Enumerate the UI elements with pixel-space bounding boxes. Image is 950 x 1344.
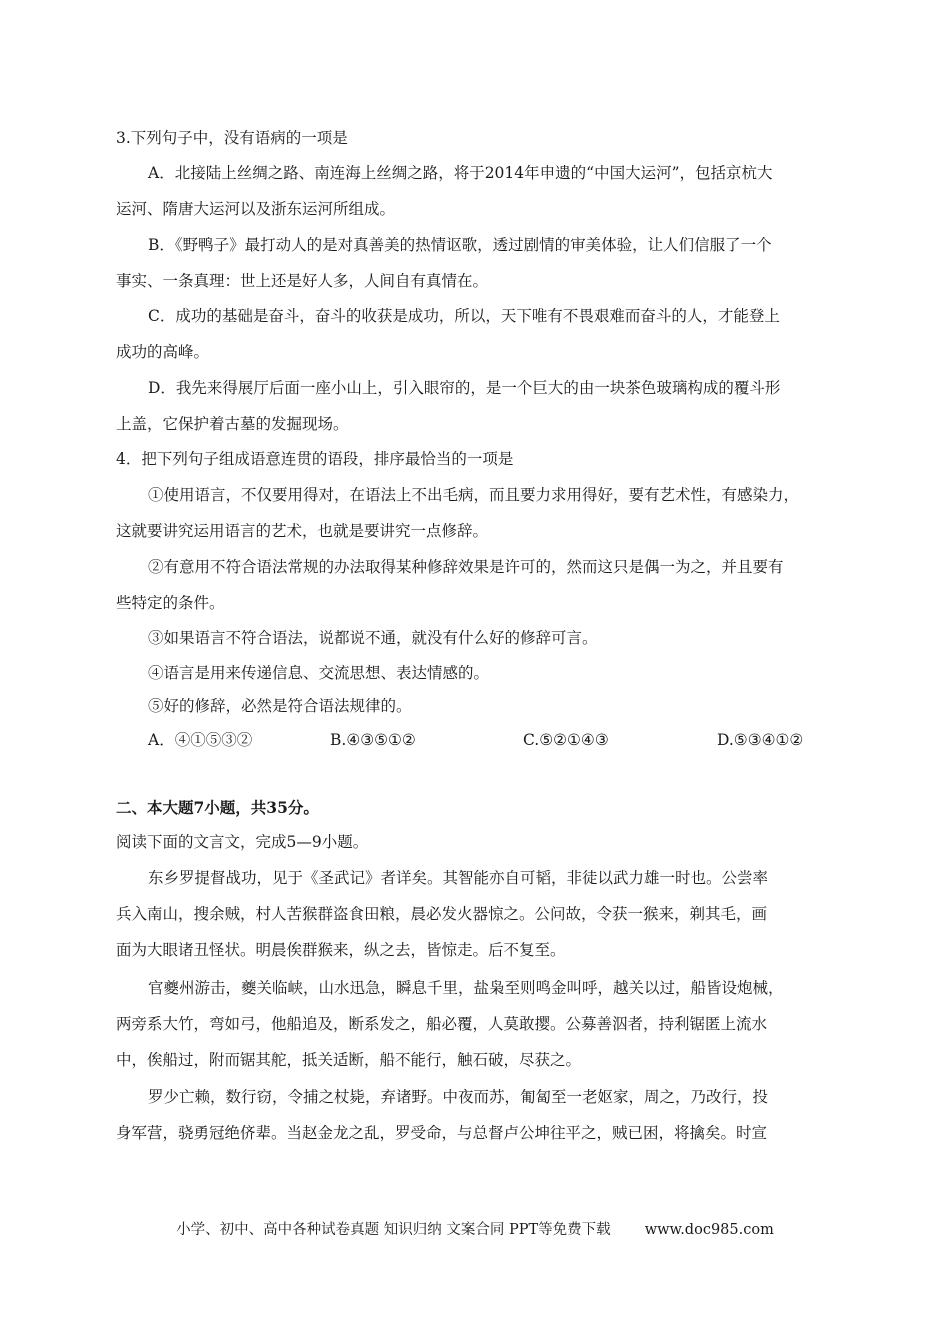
question-3-option-a-cont: 运河、隋唐大运河以及浙东运河所组成。 [116, 200, 396, 218]
question-4-sentence-4: ④语言是用来传递信息、交流思想、表达情感的。 [148, 664, 490, 682]
footer-website-link[interactable]: www.doc985.com [644, 1222, 774, 1238]
question-4-sentence-5: ⑤好的修辞，必然是符合语法规律的。 [148, 697, 412, 715]
question-3-option-c: C．成功的基础是奋斗，奋斗的收获是成功，所以，天下唯有不畏艰难而奋斗的人，才能登上 [148, 307, 780, 325]
question-3-option-c-cont: 成功的高峰。 [116, 343, 210, 361]
passage-para-3-line-2: 身军营，骁勇冠绝侪辈。当赵金龙之乱，罗受命，与总督卢公坤往平之，贼已困，将擒矣。时宣 [116, 1124, 768, 1142]
question-3-option-a: A．北接陆上丝绸之路、南连海上丝绸之路，将于2014年申遗的“中国大运河”，包括京杭大 [148, 164, 773, 182]
question-3-option-b: B．《野鸭子》最打动人的是对真善美的热情讴歌，透过剧情的审美体验，让人们信服了一个 [148, 236, 772, 254]
question-4-sentence-2-cont: 些特定的条件。 [116, 594, 225, 612]
passage-para-3-line-1: 罗少亡赖，数行窃，令捕之杖毙，弃诸野。中夜而苏，匍匐至一老妪家，周之，乃改行，投 [148, 1088, 769, 1106]
question-3-option-b-cont: 事实、一条真理：世上还是好人多，人间自有真情在。 [116, 272, 489, 290]
question-4-sentence-2: ②有意用不符合语法常规的办法取得某种修辞效果是许可的，然而这只是偶一为之，并且要有 [148, 558, 784, 576]
passage-para-1-line-2: 兵入南山，搜余贼，村人苦猴群盗食田粮，晨必发火器惊之。公问故，令获一猴来，剃其毛，画 [116, 905, 768, 923]
page-footer [0, 1219, 950, 1241]
question-4-sentence-3: ③如果语言不符合语法，说都说不通，就没有什么好的修辞可言。 [148, 629, 598, 647]
question-4-answer-d: D.⑤③④①② [717, 731, 804, 749]
question-4-answer-c: C.⑤②①④③ [523, 731, 609, 749]
question-3-option-d-cont: 上盖，它保护着古墓的发掘现场。 [116, 415, 349, 433]
passage-para-2-line-3: 中，俟船过，附而锯其舵，抵关适断，船不能行，触石破，尽获之。 [116, 1051, 582, 1069]
question-4-stem: 4．把下列句子组成语意连贯的语段，排序最恰当的一项是 [116, 450, 514, 468]
question-3-option-d: D．我先来得展厅后面一座小山上，引入眼帘的，是一个巨大的由一块茶色玻璃构成的覆斗形 [148, 379, 781, 397]
question-4-sentence-1: ①使用语言，不仅要用得对，在语法上不出毛病，而且要力求用得好，要有艺术性，有感染力， [148, 486, 800, 504]
passage-para-1-line-1: 东乡罗提督战功，见于《圣武记》者详矣。其智能亦自可韬，非徒以武力雄一时也。公尝率 [148, 869, 769, 887]
question-4-answer-a: A．④①⑤③② [148, 731, 253, 749]
question-3-stem: 3.下列句子中，没有语病的一项是 [116, 129, 348, 147]
section-2-heading: 二、本大题7小题，共35分。 [116, 798, 319, 817]
question-4-sentence-1-cont: 这就要讲究运用语言的艺术，也就是要讲究一点修辞。 [116, 522, 489, 540]
section-2-intro: 阅读下面的文言文，完成5—9小题。 [116, 833, 369, 851]
question-4-answer-b: B.④③⑤①② [330, 731, 416, 749]
passage-para-2-line-1: 官夔州游击，夔关临峡，山水迅急，瞬息千里，盐枭至则鸣金叫呼，越关以过，船皆设炮械， [148, 979, 784, 997]
passage-para-1-line-3: 面为大眼诸丑怪状。明晨俟群猴来，纵之去，皆惊走。后不复至。 [116, 941, 566, 959]
footer-text: 小学、初中、高中各种试卷真题 知识归纳 文案合同 PPT等免费下载 [176, 1222, 611, 1238]
passage-para-2-line-2: 两旁系大竹，弯如弓，他船追及，断系发之，船必覆，人莫敢撄。公募善泅者，持利锯匿上流水 [116, 1015, 768, 1033]
